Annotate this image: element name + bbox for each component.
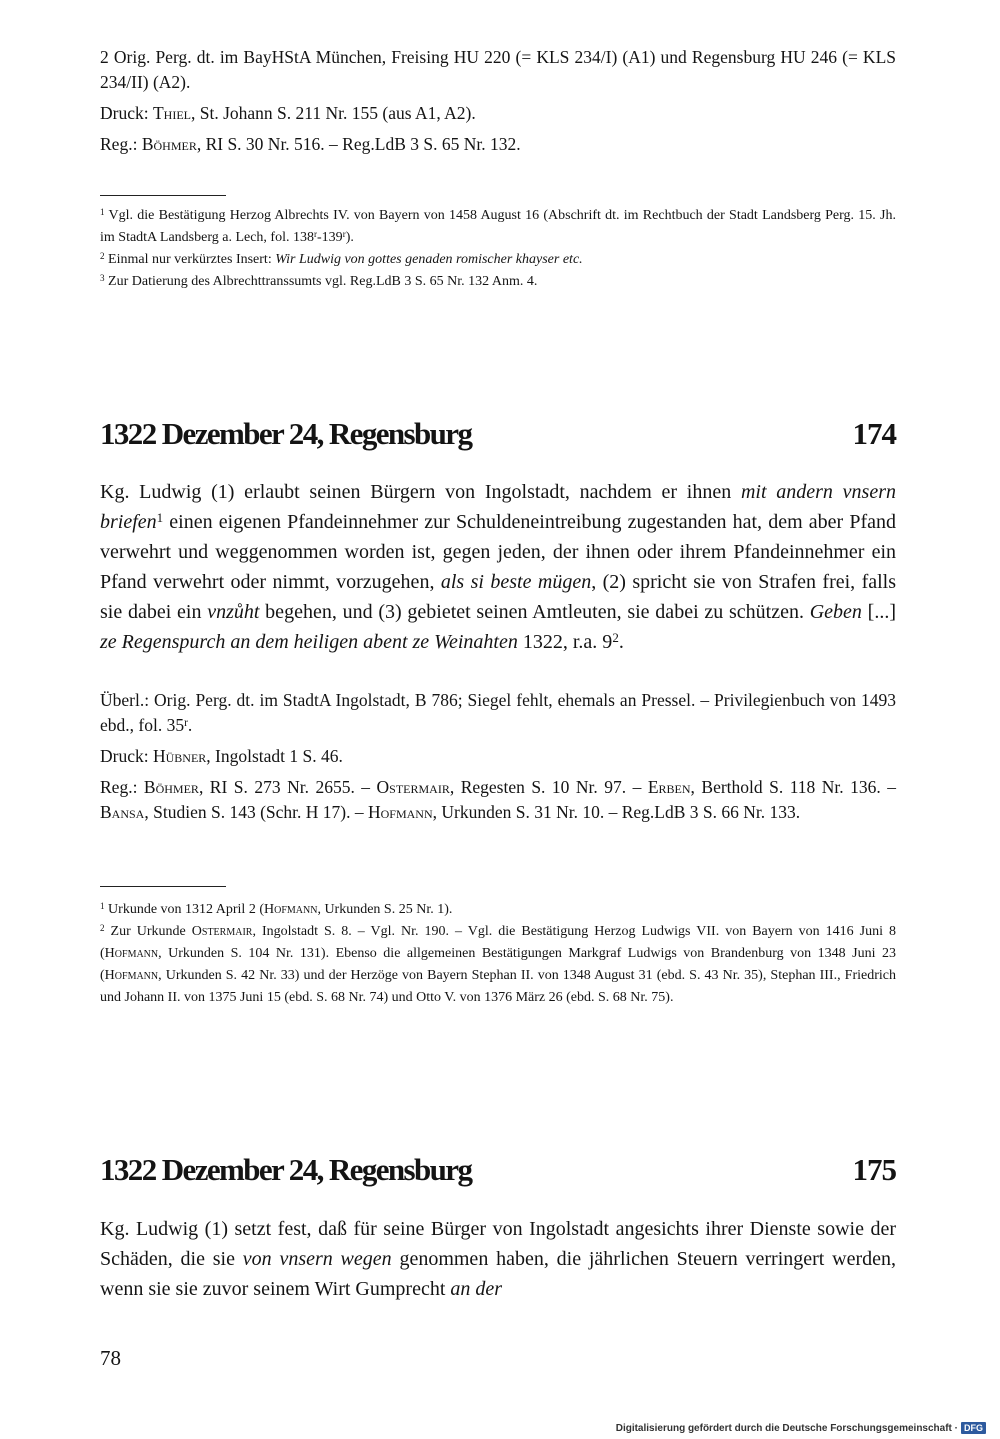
entry-number: 174 [852, 416, 896, 451]
entry-175-heading [100, 1150, 896, 1194]
previous-entry-apparatus [100, 45, 896, 157]
regest-line: Reg.: Böhmer, RI S. 30 Nr. 516. – Reg.LdB 3 S. 65 Nr. 132. [100, 134, 521, 154]
page-number: 78 [100, 1346, 121, 1370]
author-name: Thiel [152, 103, 191, 123]
entry-174-regest [100, 477, 896, 657]
druck-line: Druck: Hübner, Ingolstadt 1 S. 46. [100, 746, 343, 766]
footnote-divider [100, 886, 226, 887]
druck-line: Druck: Thiel, St. Johann S. 211 Nr. 155 (aus A1, A2). [100, 103, 476, 123]
footnote-divider [100, 195, 226, 196]
entry-date-place: 1322 Dezember 24, Regensburg [100, 416, 472, 451]
entry-175-regest [100, 1214, 896, 1304]
footnote-1: $^1$ Vgl. die Bestätigung Herzog Albrechts IV. von Bayern von 1458 August 16 (Abschrift dt. im Rechtbuch der Stadt Landsberg Perg. 15. Jh. im StadtA Landsberg a. Lech, fol. 138$^r$-139$^r$). [100, 206, 896, 245]
author-name: Böhmer [141, 134, 197, 154]
entry-number: 175 [852, 1152, 896, 1187]
footnote-1: $^1$ Urkunde von 1312 April 2 (Hofmann, Urkunden S. 25 Nr. 1). [100, 900, 453, 917]
dfg-credit-text: Digitalisierung gefördert durch die Deutsche Forschungsgemeinschaft · [615, 1422, 958, 1434]
regest-references: Reg.: Böhmer, RI S. 273 Nr. 2655. – Ostermair, Regesten S. 10 Nr. 97. – Erben, Berthold S. 118 Nr. 136. – Bansa, Studien S. 143 (Schr. H 17). – Hofmann, Urkunden S. 31 Nr. 10. – Reg.LdB 3 S. 66 Nr. 133. [100, 777, 897, 822]
regest-text: Kg. Ludwig (1) setzt fest, daß für seine Bürger von Ingolstadt angesichts ihrer Dienste sowie der Schäden, die sie von vnsern wegen genommen haben, die jährlichen Steuern verringert werden, wenn sie sie zuvor seinem Wirt Gumprecht an der [100, 1218, 896, 1300]
dfg-credit [616, 1422, 986, 1434]
author-name: Hübner [152, 746, 207, 766]
dfg-logo: DFG [961, 1422, 986, 1434]
footnote-2: $^2$ Einmal nur verkürztes Insert: Wir Ludwig von gottes genaden romischer khayser etc. [100, 250, 583, 267]
entry-174-apparatus [100, 688, 896, 825]
entry-date-place: 1322 Dezember 24, Regensburg [100, 1152, 472, 1187]
ueberlieferung-line: 2 Orig. Perg. dt. im BayHStA München, Freising HU 220 (= KLS 234/I) (A1) und Regensburg HU 246 (= KLS 234/II) (A2). [100, 47, 896, 92]
regest-text: Kg. Ludwig (1) erlaubt seinen Bürgern von Ingolstadt, nachdem er ihnen mit andern vnsern briefen$^1$ einen eigenen Pfandeinnehmer zur Schuldeneintreibung zugestanden hat, dem aber Pfand verwehrt und weggenommen worden ist, gegen jeden, der ihnen oder ihrem Pfandeinnehmer ein Pfand verwehrt oder nimmt, vorzugehen, als si beste mügen, (2) spricht sie von Strafen frei, falls sie dabei ein vnzůht begehen, und (3) gebietet seinen Amtleuten, sie dabei zu schützen. Geben [...] ze Regenspurch an dem heiligen abent ze Weinahten 1322, r.a. $9^2$. [100, 481, 897, 653]
ueberlieferung-line: Überl.: Orig. Perg. dt. im StadtA Ingolstadt, B 786; Siegel fehlt, ehemals an Pressel. – Privilegienbuch von 1493 ebd., fol. 35$^r$. [100, 690, 896, 735]
previous-entry-footnotes [100, 205, 896, 293]
footnote-2: $^2$ Zur Urkunde Ostermair, Ingolstadt S. 8. – Vgl. Nr. 190. – Vgl. die Bestätigung Herzog Ludwigs VII. von Bayern von 1416 Juni 8 (Hofmann, Urkunden S. 104 Nr. 131). Ebenso die allgemeinen Bestätigungen Markgraf Ludwigs von Brandenburg von 1348 Juni 23 (Hofmann, Urkunden S. 42 Nr. 33) und der Herzöge von Bayern Stephan II. von 1348 August 31 (ebd. S. 43 Nr. 35), Stephan III., Friedrich und Johann II. von 1375 Juni 15 (ebd. S. 68 Nr. 74) und Otto V. von 1376 März 26 (ebd. S. 68 Nr. 75). [100, 922, 896, 1005]
footnote-3: $^3$ Zur Datierung des Albrechttranssumts vgl. Reg.LdB 3 S. 65 Nr. 132 Anm. 4. [100, 272, 538, 289]
entry-174-footnotes [100, 899, 896, 1009]
entry-174-heading [100, 414, 896, 458]
